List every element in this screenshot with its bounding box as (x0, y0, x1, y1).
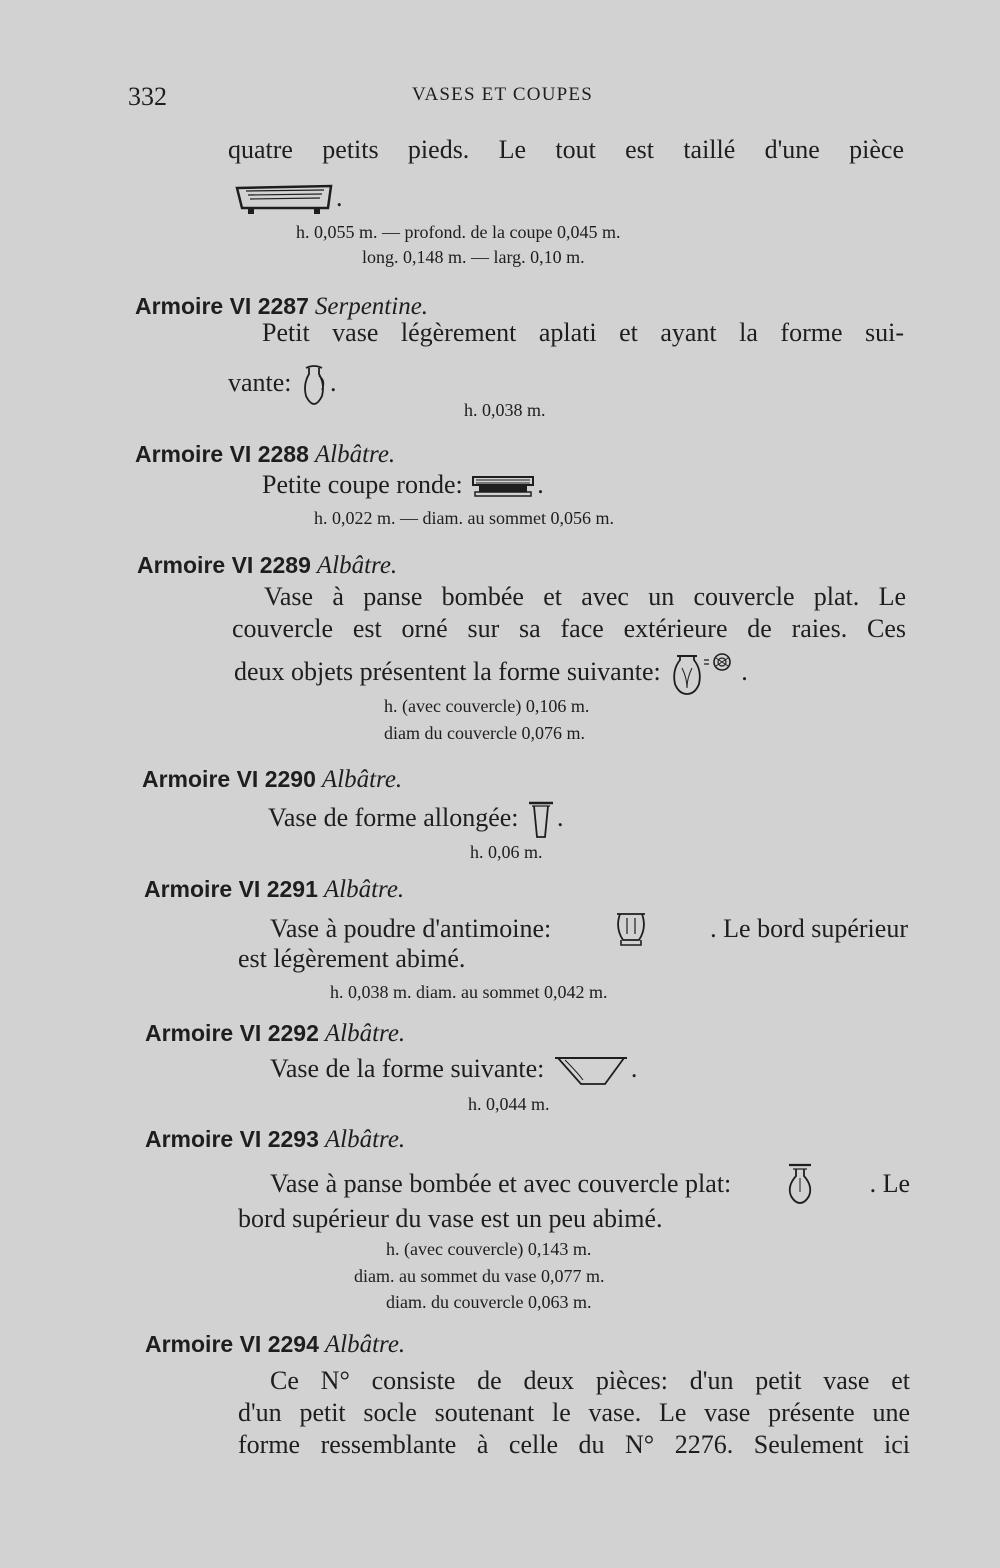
entry-2294-line-1: Ce N° consiste de deux pièces: d'un petit vase et (270, 1366, 910, 1395)
entry-2288-heading: Armoire VI 2288 Albâtre. (135, 441, 396, 468)
entry-2287-line-2: vante: . (228, 362, 337, 408)
intro-line-1: quatre petits pieds. Le tout est taillé d'une pièce (228, 135, 904, 164)
entry-2289-heading: Armoire VI 2289 Albâtre. (137, 552, 398, 579)
intro-figure-trail: . (336, 182, 343, 212)
entry-2293-measurement-2: diam. au sommet du vase 0,077 m. (354, 1266, 605, 1286)
rectangular-tray-on-feet-icon (234, 182, 334, 218)
entry-2288-line-1: Petite coupe ronde: . (262, 470, 544, 499)
entry-2294-line-2: d'un petit socle soutenant le vase. Le vase présente une (238, 1398, 910, 1427)
entry-2288-measurement-1: h. 0,022 m. — diam. au sommet 0,056 m. (314, 508, 614, 528)
entry-2289-line-3: deux objets présentent la forme suivante: . (234, 650, 748, 698)
kohl-pot-icon (611, 910, 651, 948)
intro-measurement-2: long. 0,148 m. — larg. 0,10 m. (362, 247, 585, 267)
entry-2290-heading: Armoire VI 2290 Albâtre. (142, 766, 403, 793)
entry-2293-measurement-1: h. (avec couvercle) 0,143 m. (386, 1239, 592, 1259)
entry-2293-line-2: bord supérieur du vase est un peu abimé. (238, 1204, 663, 1233)
entry-2289-measurement-2: diam du couvercle 0,076 m. (384, 723, 585, 743)
entry-2291-heading: Armoire VI 2291 Albâtre. (144, 876, 405, 903)
entry-2292-line-1: Vase de la forme suivante: . (270, 1054, 637, 1088)
tall-tapered-vase-icon (527, 800, 555, 840)
round-cup-icon (471, 474, 535, 500)
entry-2289-line-1: Vase à panse bombée et avec un couvercle plat. Le (264, 582, 906, 611)
flattened-jug-icon (300, 362, 328, 408)
entry-2294-line-3: forme ressemblante à celle du N° 2276. Seulement ici (238, 1430, 910, 1459)
entry-2294-heading: Armoire VI 2294 Albâtre. (145, 1331, 406, 1358)
entry-2290-measurement-1: h. 0,06 m. (470, 842, 543, 862)
entry-2293-heading: Armoire VI 2293 Albâtre. (145, 1126, 406, 1153)
entry-2289-line-2: couvercle est orné sur sa face extérieure de raies. Ces (232, 614, 906, 643)
entry-2293-line-1: Vase à panse bombée et avec couvercle plat: . Le (270, 1162, 910, 1206)
intro-measurement-1: h. 0,055 m. — profond. de la coupe 0,045 m. (296, 222, 621, 242)
entry-2287-line-1: Petit vase légèrement aplati et ayant la forme sui- (262, 318, 904, 347)
entry-2292-heading: Armoire VI 2292 Albâtre. (145, 1020, 406, 1047)
entry-2291-line-2: est légèrement abimé. (238, 944, 466, 973)
intro-figure-line (232, 182, 343, 218)
lidded-globular-vase-icon (785, 1162, 815, 1206)
entry-2287-heading: Armoire VI 2287 Serpentine. (135, 293, 429, 320)
running-title: VASES ET COUPES (412, 84, 593, 105)
entry-2290-line-1: Vase de forme allongée: . (268, 800, 564, 840)
entry-2291-line-1: Vase à poudre d'antimoine: . Le bord supérieur (270, 910, 908, 948)
entry-2291-measurement-1: h. 0,038 m. diam. au sommet 0,042 m. (330, 982, 608, 1002)
lidded-jar-with-lid-icon (669, 650, 739, 698)
entry-2292-measurement-1: h. 0,044 m. (468, 1094, 550, 1114)
bowl-icon (553, 1054, 629, 1088)
entry-2289-measurement-1: h. (avec couvercle) 0,106 m. (384, 696, 590, 716)
entry-2293-measurement-3: diam. du couvercle 0,063 m. (386, 1292, 592, 1312)
page-number: 332 (128, 82, 167, 111)
entry-2287-measurement-1: h. 0,038 m. (464, 400, 546, 420)
